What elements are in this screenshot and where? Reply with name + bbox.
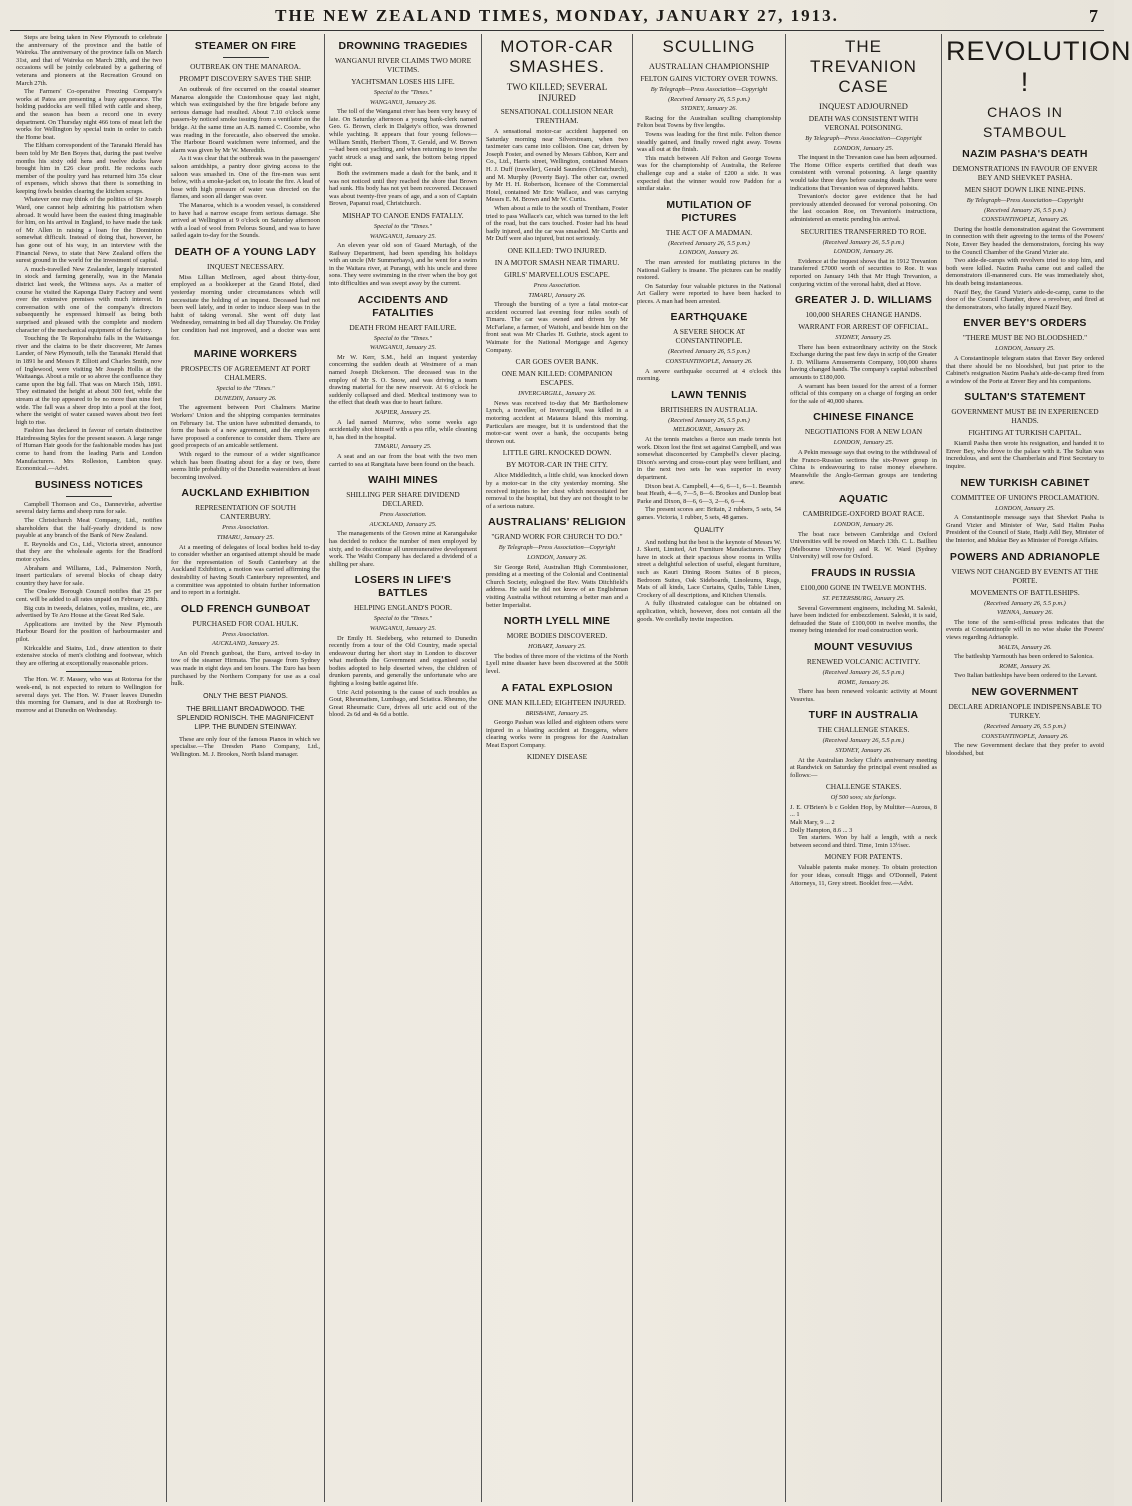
article-headline: NAZIM PASHA'S DEATH	[962, 148, 1088, 160]
source-line: Press Association.	[533, 281, 581, 289]
article-paragraph: Nazif Bey, the Grand Vizier's aide-de-camp, came to the door of the Council Chamber, drew a revolver, and fired at the demonstrators, who fatally injured Nazif Bey.	[946, 288, 1104, 311]
article-subheading: VIEWS NOT CHANGED BY EVENTS AT THE PORTE.	[951, 566, 1099, 585]
article-headline: WAIHI MINES	[368, 474, 438, 487]
article-paragraph: Evidence at the inquest shows that in 1912 Trevanion transferred £7000 worth of securities to Roe. It was reported on January 14th that Mr Hugh Trevanion, a conjuring victim of the veronal habit, died at Hove.	[790, 257, 937, 288]
article-subheading: ONE MAN KILLED: COMPANION ESCAPES.	[501, 369, 613, 388]
source-line: Special to the "Times."	[373, 222, 433, 230]
article-paragraph: A seat and an oar from the boat with the two men carried to sea at Rangitata have been found on the beach.	[329, 452, 477, 468]
article-subheading: REPRESENTATION OF SOUTH CANTERBURY.	[195, 503, 296, 522]
race-result: Dolly Hampton, 8.6 ... 3	[790, 826, 853, 834]
dateline: ROME, January 26.	[837, 678, 890, 686]
article-subheading: FIGHTING AT TURKISH CAPITAL.	[968, 428, 1082, 438]
news-paragraph: The Farmers' Co-operative Freezing Company's works at Patea are presenting a busy appearance. The holding paddocks are well filled with cattle and sheep, and the season has been a record one in every department. On Thursday night 466 tons of meat left the works for Wellington by special train in order to catch the Home boat.	[16, 88, 162, 141]
article-headline: STEAMER ON FIRE	[194, 40, 297, 52]
advertisement-body: And nothing but the best is the keynote of Messrs W. J. Skertt, Limited, Art Furniture Manufacturers. They have in stock at their spacious show rooms in Willis street a delightful selection of useful, elegant furniture, such as Kauri Dining Room Suites of 8 pieces, Bedroom Suites, Oak Sideboards, Linoleums, Rugs, Mats of all kinds, Lace Curtains, Quilts, Table Linen, Crockery of all descriptions, and Kitchen Utensils.	[637, 538, 781, 599]
article-headline: AUSTRALIANS' RELIGION	[488, 516, 626, 529]
notice-paragraph: Abraham and Williams, Ltd., Palmerston North, insert particulars of several blocks of cheap dairy country they have for sale.	[16, 564, 162, 587]
received-line: (Received January 26, 5.5 p.m.)	[822, 737, 905, 745]
dateline: ST. PETERSBURG, January 25.	[822, 594, 905, 602]
article-subheading: MISHAP TO CANOE ENDS FATALLY.	[342, 210, 464, 220]
column-divider	[166, 34, 167, 1502]
article-paragraph: The agreement between Port Chalmers Marine Workers' Union and the shipping companies terminates on February 1st. The union have submitted demands, to form the basis of a new agreement, and the employers have proposed a conference to consider them. There are good prospects of an amicable settlement.	[171, 404, 320, 450]
news-paragraph: Steps are being taken in New Plymouth to celebrate the anniversary of the province and the battle of Waireka. The anniversary of the province falls on March 31st, and that of Waireka on March 28th, and the two occasions will be jointly celebrated by a gathering of veterans and pioneers at the Recreation Ground on March 27th.	[16, 34, 162, 87]
dateline: WANGANUI, January 26.	[369, 98, 437, 106]
article-paragraph: A Pekin message says that owing to the withdrawal of the Franco-Russian sections the six-Power group in China is endeavouring to raise money elsewhere. Meanwhile the Anglo-German groups are tendering anew.	[790, 449, 937, 487]
article-paragraph: Dr Emily H. Siedeberg, who returned to Dunedin recently from a tour of the Old Country, made special endeavour during her short stay in London to discover what methods the Government and organised social bodies adopted to help deserted wives, the children of drunken parents, and generally the unfortunate who are fighting a losing battle against life.	[329, 634, 477, 688]
dateline: WANGANUI, January 25.	[369, 344, 437, 352]
dateline: CONSTANTINOPLE, January 26.	[981, 732, 1069, 740]
article-paragraph: Mr W. Kerr, S.M., held an inquest yesterday concerning the sudden death at Westmere of a man named Joseph Dickerson. The deceased was in the employ of Mr S. O. Snow, and was driving a team drawing material for the new reservoir. At 6 o'clock he suddenly collapsed and died. Medical testimony was to the effect that death was due to heart failure.	[329, 353, 477, 407]
source-line: By Telegraph—Press Association—Copyright	[805, 135, 922, 142]
notice-paragraph: Campbell Thomson and Co., Dannevirke, advertise several dairy farms and sheep runs for sale.	[16, 500, 162, 516]
dateline: SYDNEY, January 25.	[835, 334, 892, 342]
race-result: J. E. O'Brien's b c Golden Hop, by Multiter—Aurous, 8 ... 1	[790, 803, 937, 819]
source-line: By Telegraph—Press Association—Copyright	[966, 197, 1084, 204]
article-paragraph: This match between Alf Felton and George Towns was for the championship of Australia, the Referee challenge cup and a stake of £200 a side. It was expected that the winner would row Paddon for a similar stake.	[637, 154, 781, 193]
dateline: CONSTANTINOPLE, January 26.	[981, 216, 1069, 224]
article-headline: MOTOR-CAR SMASHES.	[500, 37, 614, 76]
article-headline: CHINESE FINANCE	[813, 411, 914, 424]
dateline: WANGANUI, January 25.	[369, 232, 437, 240]
section-heading: BUSINESS NOTICES	[34, 478, 144, 491]
article-subheading: ONE MAN KILLED; EIGHTEEN INJURED.	[488, 697, 626, 707]
dateline: LONDON, January 25.	[995, 504, 1055, 512]
dateline: TIMARU, January 25.	[216, 533, 275, 541]
article-paragraph: The present scores are: Britain, 2 rubbers, 5 sets, 54 games. Victoria, 1 rubber, 5 sets, 48 games.	[637, 506, 781, 521]
notice-paragraph: Big cuts in tweeds, delaines, voiles, muslins, etc., are advertised by Te Aro House at the Great Red Sale.	[16, 604, 162, 620]
article-headline: NEW TURKISH CABINET	[960, 476, 1090, 489]
source-line: Special to the "Times."	[373, 615, 433, 623]
article-headline: REVOLUTION !	[946, 36, 1132, 97]
article-subheading: INQUEST NECESSARY.	[207, 261, 284, 271]
article-paragraph: At a meeting of delegates of local bodies held to-day to consider whether an organised attempt should be made for the representation of South Canterbury at the Auckland Exhibition, a motion was carried affirming the desirability of having South Canterbury represented, and a committee was appointed to obtain further information and to report in a fortnight.	[171, 543, 320, 597]
advertisement-body: These are only four of the famous Pianos in which we specialise.—The Dresden Piano Company, Ltd., Wellington. M. J. Brookes, North Island manager.	[171, 735, 320, 759]
dateline: SYDNEY, January 26.	[835, 746, 892, 754]
news-paragraph: Fashion has declared in favour of certain distinctive Hairdressing Styles for the present season. A large range of Human Hair goods for the fashionable modes has just come to hand from the leading Paris and London Manufacturers. Mrs Rolleston, Lambton quay. Economical.—Advt.	[16, 427, 162, 473]
dateline: ROME, January 26.	[999, 662, 1051, 670]
article-paragraph: The tone of the semi-official press indicates that the events at Constantinople will in no wise shake the Powers' views regarding Adrianople.	[946, 618, 1104, 641]
source-line: Press Association.	[379, 511, 427, 519]
advertisement-title: QUALITY	[694, 526, 724, 534]
article-subheading: AUSTRALIAN CHAMPIONSHIP	[648, 61, 770, 71]
article-paragraph: During the hostile demonstration against the Government in connection with their agreeing to the terms of the Powers' Note, Enver Bey headed the demonstrators, forcing his way to the Council Chamber of the Grand Vizier ate.	[946, 225, 1104, 256]
article-paragraph: As it was clear that the outbreak was in the passengers' saloon amidships, a pantry door giving access to the saloon was smashed in. One of the fire-men was sent below, with a smoke-jacket on, to locate the fire. A lead of hose with high pressure of water was directed on the flames, and soon all danger was over.	[171, 155, 321, 201]
article-subheading: BRITISHERS IN AUSTRALIA.	[660, 404, 758, 414]
article-headline: SCULLING	[662, 37, 756, 56]
received-line: (Received January 26, 5.5 p.m.)	[668, 239, 750, 247]
article-subheading: DECLARE ADRIANOPLE INDISPENSABLE TO TURKEY.	[948, 701, 1102, 720]
received-line: (Received January 26, 5.5 p.m.)	[984, 206, 1066, 214]
article-subheading: LITTLE GIRL KNOCKED DOWN.	[502, 448, 612, 458]
article-subheading: DEMONSTRATIONS IN FAVOUR OF ENVER BEY AND SHEVKET PASHA.	[952, 164, 1098, 182]
article-paragraph: Miss Lillian McIlroen, aged about thirty-four, employed as a bookkeeper at the Grand Hotel, died yesterday morning under circumstances which will necessitate the holding of an inquest. Deceased had not been well lately, and in order to induce sleep was in the habit of taking veronal. She went off duty last Wednesday, remaining in bed all day Thursday. On Friday her condition had not improved, and a doctor was sent for.	[171, 273, 320, 342]
article-headline: ENVER BEY'S ORDERS	[963, 317, 1087, 330]
page-masthead	[14, 4, 1100, 28]
received-line: (Received January 26, 5.5 p.m.)	[984, 599, 1066, 607]
article-paragraph: Alice Middleditch, a little child, was knocked down by a motor-car in the city yesterday morning. She received injuries to her chest which necessitated her removal to the hospital, but they are not thought to be of a serious nature.	[486, 472, 628, 510]
article-subheading: MOVEMENTS OF BATTLESHIPS.	[970, 587, 1080, 597]
article-subheading: THE ACT OF A MADMAN.	[665, 227, 753, 237]
article-subheading: YACHTSMAN LOSES HIS LIFE.	[351, 77, 455, 86]
dateline: LONDON, January 26.	[833, 248, 894, 256]
column-divider	[785, 34, 786, 1502]
article-subheading: DEATH WAS CONSISTENT WITH VERONAL POISONING.	[808, 114, 919, 132]
article-headline: EARTHQUAKE	[670, 311, 748, 324]
dateline: TIMARU, January 25.	[374, 443, 432, 451]
article-paragraph: Both the swimmers made a dash for the bank, and it was not noticed until they reached the shore that Brown had sunk. His body has not yet been recovered. Deceased was about twenty-five years of age, and a son of Captain Brown, Papanui road, Christchurch.	[329, 169, 477, 208]
page-number: 7	[1089, 6, 1098, 26]
article-headline: DEATH OF A YOUNG LADY	[174, 245, 317, 258]
column-divider	[941, 34, 942, 1502]
article-paragraph: The inquest in the Trevanion case has been adjourned. The Home Office experts certified that death was consistent with veronal poisoning. A large quantity would take three days before causing death. There were indications that Trevanion was of depraved habits.	[790, 154, 937, 192]
article-subheading: PROMPT DISCOVERY SAVES THE SHIP.	[179, 74, 312, 83]
article-headline: NORTH LYELL MINE	[503, 615, 611, 628]
article-paragraph: There has been extraordinary activity on the Stock Exchange during the past few days in scrip of the Greater J. D. Williams Amusements Company, 100,000 shares having changed hands. The company's capital subscribed amounts to £180,000.	[790, 343, 937, 382]
column-1	[16, 34, 162, 1500]
heading-rule	[223, 57, 269, 58]
article-subheading: PROSPECTS OF AGREEMENT AT PORT CHALMERS.	[180, 364, 311, 383]
article-subheading: "THERE MUST BE NO BLOODSHED."	[962, 333, 1088, 343]
separator-rule	[66, 671, 112, 672]
heading-rule	[66, 496, 112, 497]
article-headline: LOSERS IN LIFE'S BATTLES	[354, 574, 452, 600]
article-subheading: CAMBRIDGE-OXFORD BOAT RACE.	[802, 509, 925, 518]
notice-paragraph: The Onslow Borough Council notifies that 25 per cent. will be added to all rates unpaid on February 28th.	[16, 588, 162, 603]
article-subheading: WANGANUI RIVER CLAIMS TWO MORE VICTIMS.	[334, 56, 472, 74]
source-line: Special to the "Times."	[373, 334, 433, 342]
masthead-title: THE NEW ZEALAND TIMES, MONDAY, JANUARY 27, 1913.	[275, 6, 839, 25]
article-subheading: 100,000 SHARES CHANGE HANDS.	[805, 310, 922, 320]
dateline: TIMARU, January 26.	[528, 291, 586, 299]
article-subheadline: CHAOS IN STAMBOUL	[983, 104, 1067, 140]
article-headline: ACCIDENTS AND FATALITIES	[357, 293, 449, 319]
article-paragraph: Kiamil Pasha then wrote his resignation, and handed it to Enver Bey, who drove to the palace with it. The Sultan was incredulous, and sent the Chamberlain and First Secretary to inquire.	[946, 440, 1104, 471]
article-paragraph: Towns was leading for the first mile. Felton thence steadily gained, and finally rowed right away. Towns was all out at the finish.	[637, 130, 781, 154]
article-subheading: SECURITIES TRANSFERRED TO ROE.	[800, 226, 927, 236]
article-paragraph: News was received to-day that Mr Bartholomew Lynch, a traveller, of Invercargill, was killed in a motoring accident at Mataura Island this morning. Particulars are meagre, but it is understood that the motor-car went over a bank, the occupants being thrown out.	[486, 399, 628, 445]
article-paragraph: Sir George Reid, Australian High Commissioner, presiding at a meeting of the Colonial and Continental Church Society, eulogised the Rev. Watts Ditchfield's address. He said he did not know of an Englishman visiting Australia without returning a better man and a better Imperialist.	[486, 563, 628, 609]
article-subheading: IN A MOTOR SMASH NEAR TIMARU.	[494, 257, 620, 267]
article-headline: FRAUDS IN RUSSIA	[811, 566, 916, 579]
article-paragraph: Racing for the Australian sculling championship Felton beat Towns by five lengths.	[637, 114, 781, 130]
advertisement-title: MONEY FOR PATENTS.	[824, 852, 903, 862]
dateline: LONDON, January 25.	[833, 439, 894, 447]
dateline: LONDON, January 25.	[833, 144, 894, 152]
article-subheading: SENSATIONAL COLLISION NEAR TRENTHAM.	[500, 107, 614, 125]
article-subheading: GIRLS' MARVELLOUS ESCAPE.	[504, 269, 610, 279]
advertisement-list: THE BRILLIANT BROADWOOD. THE SPLENDID RONISCH. THE MAGNIFICENT LIPP. THE BUNDEN STEINWAY.	[176, 705, 315, 731]
dateline: LONDON, January 26.	[833, 521, 894, 528]
article-paragraph: A Constantinople telegram states that Enver Bey ordered that there should be no bloodshed, but just prior to the Cabinet's resignation Nazim Pasha's aide-de-camp fired from a window of the Porte at Enver Bey and his companions.	[946, 354, 1104, 385]
dateline: LONDON, January 26.	[679, 249, 739, 257]
dateline: MELBOURNE, January 26.	[673, 426, 745, 434]
column-7	[946, 34, 1132, 1500]
notice-paragraph: Applications are invited by the New Plymouth Harbour Board for the position of harbourmaster and pilot.	[16, 620, 162, 643]
article-paragraph: The bodies of three more of the victims of the North Lyell mine disaster have been discovered at the 500ft level.	[486, 652, 628, 675]
article-subheading: ONE KILLED: TWO INJURED.	[507, 245, 607, 255]
column-6	[790, 34, 937, 1500]
article-paragraph: There has been renewed volcanic activity at Mount Vesuvius.	[790, 688, 937, 703]
article-paragraph: Several Government engineers, including M. Saleski, have been indicted for embezzlement. Saleski, it is said, defrauded the State of £100,000 in twelve months, the money being intended for road construction work.	[790, 604, 937, 635]
column-4	[486, 34, 628, 1500]
article-subheading: COMMITTEE OF UNION'S PROCLAMATION.	[951, 492, 1099, 502]
article-subheading: FELTON GAINS VICTORY OVER TOWNS.	[640, 74, 778, 83]
article-subheading: MEN SHOT DOWN LIKE NINE-PINS.	[964, 185, 1086, 194]
dateline: AUCKLAND, January 25.	[369, 520, 437, 528]
article-headline: TURF IN AUSTRALIA	[808, 709, 919, 722]
article-headline: POWERS AND ADRIANOPLE	[949, 550, 1101, 563]
dateline: NAPIER, January 25.	[375, 409, 431, 416]
article-paragraph: An outbreak of fire occurred on the coastal steamer Manaroa alongside the Customhouse quay last night, which was extinguished by the fire brigade before any serious damage had resulted. About 7.10 o'clock some passers-by noticed smoke issuing from a ventilator on the bridge. At the same time an A.B. named C. Coombe, who was reading in the forecastle, also observed the smoke. The Harbour Board watchmen were informed, and the alarm was given by Mr W. Meredith.	[171, 86, 320, 154]
received-line: (Received January 26, 5.5 p.m.)	[822, 668, 905, 676]
article-paragraph: A warrant has been issued for the arrest of a former official of this company on a charge of forging an order for the sale of 40,000 shares.	[790, 382, 937, 405]
article-headline: AQUATIC	[838, 493, 889, 505]
race-result: Malt Mary, 9 ... 2	[790, 819, 835, 827]
advertisement-title: KIDNEY DISEASE	[526, 752, 588, 762]
article-subheading: TWO KILLED; SEVERAL INJURED	[506, 82, 608, 103]
received-line: (Received January 26, 5.5 p.m.)	[668, 95, 750, 103]
article-subheading: INQUEST ADJOURNED	[819, 101, 908, 111]
article-headline: AUCKLAND EXHIBITION	[181, 487, 310, 500]
article-paragraph: At the tennis matches a fierce sun made tennis hot work. Dixon lost the first set against Campbell, and was somewhat disconcerted by Campbell's clever placing. Dixon's serving and cross-court play were brilliant, and in the next two sets he was superior in every department.	[637, 436, 781, 481]
dateline: AUCKLAND, January 25.	[211, 640, 280, 648]
article-paragraph: The boat race between Cambridge and Oxford Universities will be rowed on March 13th. C. L. Baillieu (Melbourne University) and R. W. Ward (Sydney University) will row for Oxford.	[790, 530, 937, 561]
masthead-rule	[10, 30, 1104, 31]
notice-paragraph: Kirkcaldie and Stains, Ltd., draw attention to their extensive stocks of men's clothing and footwear, which they are offering at exceptionally reasonable prices.	[16, 644, 162, 667]
article-paragraph: Two aide-de-camps with revolvers tried to stop him, and both were killed. Nazim Pasha came out and called the demonstrators ill-mannered curs. He was immediately shot, his death being instantaneous.	[946, 257, 1104, 287]
source-line: Special to the "Times."	[216, 385, 275, 393]
dateline: VIENNA, January 26.	[996, 609, 1054, 617]
article-paragraph: An eleven year old son of Guard Murtagh, of the Railway Department, had been spending his holidays with an uncle (Mr Summerhays), and he went for a swim in the Waitara river, at Purangi, with his uncle and three sons. They were swimming in the river when the boy got into difficulties and was swept away by the current.	[329, 242, 477, 288]
article-subheading: SHILLING PER SHARE DIVIDEND DECLARED.	[346, 490, 460, 509]
column-5	[637, 34, 781, 1500]
notice-paragraph: E. Reynolds and Co., Ltd., Victoria street, announce that they are the wholesale agents for the Bradford motor cycles.	[16, 540, 162, 563]
received-line: (Received January 26, 5.5 p.m.)	[984, 722, 1066, 730]
dateline: CONSTANTINOPLE, January 26.	[665, 358, 753, 366]
article-paragraph: Ten starters. Won by half a length, with a neck between second and third. Time, 1min 13½sec.	[790, 834, 937, 849]
article-paragraph: Trevanion's doctor gave evidence that he had previously attended deceased for veronal poisoning. On the last occasion Roe, on Trevanion's instructions, administered an emetic pending his arrival.	[790, 193, 937, 223]
article-subheading: CAR GOES OVER BANK.	[515, 357, 599, 367]
article-subheading: WARRANT FOR ARREST OF OFFICIAL.	[798, 322, 929, 332]
article-headline: MARINE WORKERS	[193, 348, 298, 361]
article-headline: A FATAL EXPLOSION	[501, 681, 613, 694]
race-conditions: Of 500 sovs; six furlongs.	[830, 794, 897, 802]
article-paragraph: With regard to the rumour of a wider significance which has been floating about for a day or two, there seems little probability of the Dunedin watersiders at least becoming involved.	[171, 450, 320, 481]
article-subheading: RENEWED VOLCANIC ACTIVITY.	[806, 656, 921, 666]
news-paragraph: A much-travelled New Zealander, largely interested in stock and farming generally, was in the Manaia district last week, the Witness says. As a matter of course he visited the Kaponga Dairy Factory and went over the extensive premises with much interest. In conversation with one of the company's directors subsequently he expressed himself as being both surprised and pleased with the complete and modern character of the mechanical equipment of the factory.	[16, 265, 162, 334]
article-paragraph: A sensational motor-car accident happened on Saturday morning near Silverstream, when two taximeter cars came into collision. One car, driven by Joseph Foster, and owned by Messrs Gibbon, Kerr and Co., Ltd., Harris street, Wellington, contained Messrs H. J. Duff (traveller), Gerald Saunders (Christchurch), and M. Murphy (Poverty Bay). The other car, owned by Mr H. H. Robertson, licensee of the Commercial Hotel, contained Mr Eric Wallace, and was carrying Messrs E. M. Brown and Mr W. Curtis.	[486, 128, 628, 204]
article-paragraph: Two Italian battleships have been ordered to the Levant.	[954, 672, 1098, 680]
dateline: DUNEDIN, January 26.	[214, 394, 277, 402]
article-headline: THE TREVANION CASE	[810, 37, 917, 96]
received-line: (Received January 26, 5.5 p.m.)	[668, 416, 750, 424]
dateline: BRISBANE, January 25.	[525, 709, 589, 717]
column-divider	[481, 34, 482, 1502]
article-paragraph: Georgo Pashan was killed and eighteen others were injured in a blasting accident at Enoggera, where clearing works were in progress for the Australian Meat Export Company.	[486, 719, 628, 749]
article-paragraph: Dixon beat A. Campbell, 4—6, 6—1, 6—1. Beamish beat Heath, 4—6, 7—5, 8—6. Brookes and Dunlop beat Parke and Dixon, 8—6, 6—3, 2—6, 6—4.	[637, 482, 781, 505]
article-headline: SULTAN'S STATEMENT	[964, 391, 1086, 404]
article-subheading: GOVERNMENT MUST BE IN EXPERIENCED HANDS.	[951, 407, 1099, 426]
article-subheading: A SEVERE SHOCK AT CONSTANTINOPLE.	[672, 327, 746, 346]
article-subheading: MORE BODIES DISCOVERED.	[506, 631, 608, 641]
article-headline: MUTILATION OF PICTURES	[666, 198, 752, 224]
article-paragraph: The battleship Yarmouth has been ordered to Salonica.	[954, 653, 1094, 661]
article-paragraph: An old French gunboat, the Euro, arrived to-day in tow of the steamer Hirmata. The passage from Sydney was made in eight days and ten hours. The Euro has been purchased by the Northern Company for use as a coal hulk.	[171, 649, 320, 688]
received-line: (Received January 26, 5.5 p.m.)	[822, 238, 905, 246]
article-subheading: OUTBREAK ON THE MANAROA.	[190, 62, 301, 71]
article-headline: NEW GOVERNMENT	[971, 685, 1079, 698]
dateline: INVERCARGILL, January 26.	[518, 390, 596, 398]
article-headline: GREATER J. D. WILLIAMS	[794, 294, 933, 307]
received-line: (Received January 26, 5.5 p.m.)	[668, 348, 750, 356]
article-paragraph: The new Government declare that they prefer to avoid bloodshed, but	[946, 742, 1104, 757]
article-subheading: HELPING ENGLAND'S POOR.	[353, 603, 453, 613]
article-subheading: DEATH FROM HEART FAILURE.	[349, 322, 457, 332]
source-line: By Telegraph—Press Association—Copyright	[498, 544, 616, 552]
article-subheading: PURCHASED FOR COAL HULK.	[192, 618, 299, 628]
news-paragraph: Touching the Te Reporahuhu falls in the Waitaanga river and the claims to be their discoverer, Mr James Lander, of New Plymouth, tells the Taranaki Herald that in 1891 he and Messrs P. Elliott and Charles Smith, now of Inglewood, were visiting Mr Joseph Hollis at the Waitaanga. About a mile or so above the confluence they came upon the big fall. That was on March 15th, 1891. They estimated the height at about 300 feet, while the stream at the top appeared to be no more than nine feet wide. The fall was a sheer drop into a pool at the foot, where the weight of water caused waves about two feet high to rise.	[16, 335, 162, 426]
article-headline: OLD FRENCH GUNBOAT	[180, 602, 311, 615]
article-subheading: "GRAND WORK FOR CHURCH TO DO."	[491, 532, 623, 542]
article-headline: MOUNT VESUVIUS	[814, 640, 913, 653]
article-subheading: THE CHALLENGE STAKES.	[817, 725, 910, 735]
news-paragraph: The Hon. W. F. Massey, who was at Rotorua for the week-end, is not expected to return to Wellington for several days yet. The Hon. W. Fraser leaves Dunedin this morning for Oamaru, and is due at Roxburgh to-morrow and at Dunedin on Wednesday.	[16, 676, 162, 714]
advertisement-body: Uric Acid poisoning is the cause of such troubles as Gout, Rheumatism, Lumbago, and Sciatica. Rheumo, the Great Rheumatic Cure, drives all uric acid out of the blood. 2s 6d and 4s 6d a bottle.	[329, 688, 477, 719]
dateline: LONDON, January 26.	[527, 553, 587, 561]
dateline: MALTA, January 26.	[998, 643, 1052, 651]
article-paragraph: The managements of the Grown mine at Karangahake has decided to reduce the number of men employed by sixty, and to discontinue all unremunerative development work. The Waihi Company has declared a dividend of a shilling per share.	[329, 530, 477, 568]
article-paragraph: A Constantinople message says that Shevket Pasha is Grand Vizier and Minister of War, Said Halim Pasha President of the Council of State, Hadji Adil Bey, Minister of the Interior, and Muktar Bey as Minister of Foreign Affairs.	[946, 514, 1104, 545]
column-2	[171, 34, 320, 1500]
column-divider	[324, 34, 325, 1502]
article-paragraph: The toll of the Wanganui river has been very heavy of late. On Saturday afternoon a young bank-clerk named Geo. G. Brown, clerk in Dalgety's office, was drowned while yachting. It appears that four young fellows—William Smith, Herbert Thom, T. Gerald, and W. Brown—had been out yachting, and when returning to town the yacht struck a snag and sank, the bottom being ripped right out.	[329, 108, 477, 169]
race-title: CHALLENGE STAKES.	[825, 782, 902, 792]
source-line: By Telegraph—Press Association—Copyright	[650, 86, 768, 93]
article-paragraph: When about a mile to the south of Trentham, Foster tried to pass Wallace's car, which was turned to the left of the road, but the cars touched. Foster had his head badly injured, and the car was smashed. Mr Curtis and Mr Duff were also injured, but not seriously.	[486, 204, 628, 243]
source-line: Special to the "Times."	[373, 89, 433, 96]
dateline: HOBART, January 25.	[528, 643, 586, 651]
dateline: LONDON, January 25.	[995, 345, 1055, 353]
source-line: Press Association.	[222, 630, 269, 638]
article-paragraph: The Manaroa, which is a wooden vessel, is considered to have had a narrow escape from serious damage. She arrived at Wellington at 9 o'clock on Saturday afternoon with a load of wool from Pelorus Sound, and was to have sailed again to-day for the Sounds.	[171, 201, 320, 240]
article-subheading: NEGOTIATIONS FOR A NEW LOAN	[804, 427, 923, 437]
notice-paragraph: The Christchurch Meat Company, Ltd., notifies shareholders that the half-yearly dividend is now payable at any branch of the Bank of New Zealand.	[16, 517, 162, 540]
column-3	[329, 34, 477, 1500]
article-subheading: £100,000 GONE IN TWELVE MONTHS.	[800, 582, 927, 592]
article-paragraph: A severe earthquake occurred at 4 o'clock this morning.	[637, 367, 781, 383]
article-headline: DROWNING TRAGEDIES	[338, 40, 468, 52]
article-subheading: BY MOTOR-CAR IN THE CITY.	[506, 460, 608, 470]
advertisement-body: Valuable patents make money. To obtain protection for your ideas, consult Higgs and O'Donnell, Patent Attorneys, 11, Grey street. Booklet free.—Advt.	[790, 864, 937, 887]
article-paragraph: On Saturday four valuable pictures in the National Art Gallery were reported to have been hacked to pieces. A man had been arrested.	[637, 282, 781, 305]
article-paragraph: Through the bursting of a tyre a fatal motor-car accident occurred last evening four miles south of Timaru. The car was owned and driven by Mr McFarlane, a farmer, of Waitohi, and beside him on the front seat was Mr Charles H. Guthrie, stock agent to Waimate for the National Mortgage and Agency Company.	[486, 301, 628, 354]
article-paragraph: A lad named Murrow, who some weeks ago accidentally shot himself with a pea rifle, while cleaning it, has died in the hospital.	[329, 418, 477, 441]
article-headline: LAWN TENNIS	[671, 388, 747, 401]
advertisement-body: A fully illustrated catalogue can be obtained on application, which, however, does not contain all the goods. We cordially invite inspection.	[637, 600, 781, 623]
advertisement-title: ONLY THE BEST PIANOS.	[203, 692, 288, 700]
article-paragraph: At the Australian Jockey Club's anniversary meeting at Randwick on Saturday the principal event resulted as follows:—	[790, 756, 937, 779]
dateline: SYDNEY, January 26.	[680, 105, 738, 113]
article-paragraph: The man arrested for mutilating pictures in the National Gallery is insane. The pictures can be readily restored.	[637, 258, 781, 282]
news-paragraph: The Eltham correspondent of the Taranaki Herald has been told by Mr Ben Boyes that, during the past twelve months his sixty odd hens and twelve ducks have brought him in £26 clear profit. He reckons each member of the poultry yard has returned him 35s clear of expenses, which shows that there is something in keeping fowls besides clearing the kitchen scraps.	[16, 142, 162, 195]
dateline: WANGANUI, January 25.	[369, 624, 437, 632]
news-paragraph: Whatever one may think of the politics of Sir Joseph Ward, one cannot help admiring his patriotism when abroad. It would have been the easiest thing imaginable for him, on his arrival in England, to have made the task of Mr Allen in raising a loan for the Dominion somewhat difficult. Instead of doing that, however, he has gone out of his way, in an interview with the Financial News, to state that New Zealand offers the surest ground in the world for the investment of capital.	[16, 196, 162, 265]
source-line: Press Association.	[222, 524, 269, 532]
column-divider	[632, 34, 633, 1502]
